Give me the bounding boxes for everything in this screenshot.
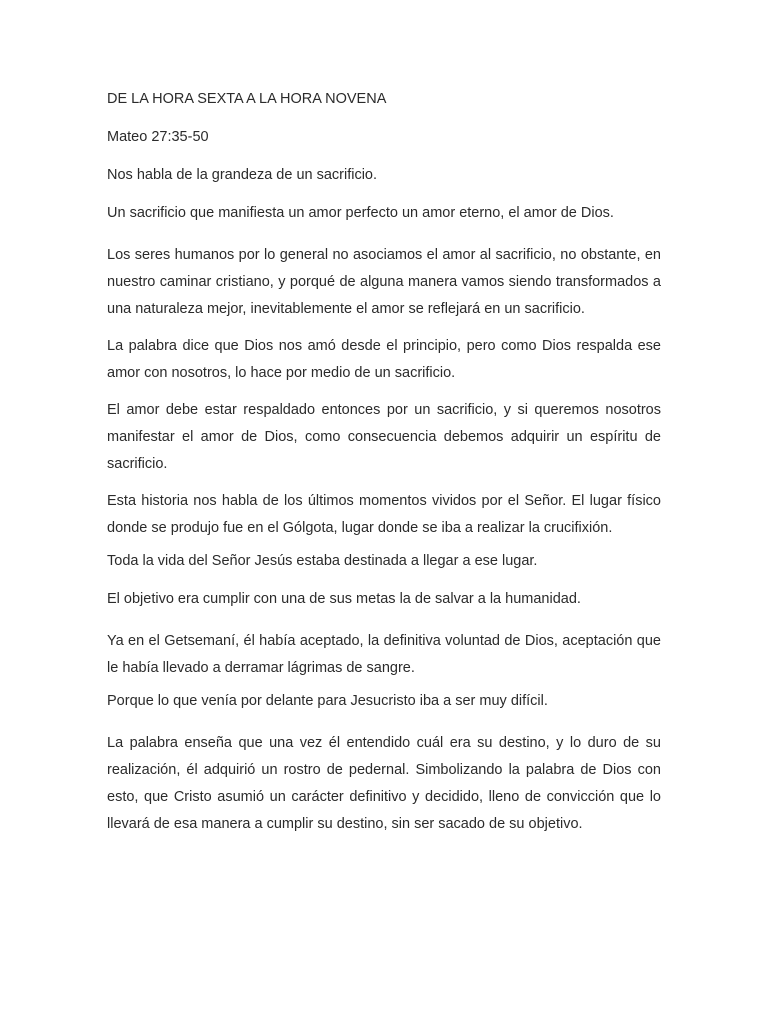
paragraph-9: Ya en el Getsemaní, él había aceptado, la definitiva voluntad de Dios, aceptación que le había llevado a derramar lágrimas de sangre. <box>107 633 661 676</box>
scripture-reference: Mateo 27:35-50 <box>107 129 209 145</box>
paragraph-2: Un sacrificio que manifiesta un amor perfecto un amor eterno, el amor de Dios. <box>107 205 614 221</box>
document-title: DE LA HORA SEXTA A LA HORA NOVENA <box>107 91 387 107</box>
paragraph-6: Esta historia nos habla de los últimos momentos vividos por el Señor. El lugar físico donde se produjo fue en el Gólgota, lugar donde se iba a realizar la crucifixión. <box>107 493 661 536</box>
paragraph-7: Toda la vida del Señor Jesús estaba destinada a llegar a ese lugar. <box>107 553 538 569</box>
paragraph-4: La palabra dice que Dios nos amó desde el principio, pero como Dios respalda ese amor con nosotros, lo hace por medio de un sacrificio. <box>107 338 661 381</box>
paragraph-10: Porque lo que venía por delante para Jesucristo iba a ser muy difícil. <box>107 693 548 709</box>
paragraph-8: El objetivo era cumplir con una de sus metas la de salvar a la humanidad. <box>107 591 581 607</box>
paragraph-5: El amor debe estar respaldado entonces por un sacrificio, y si queremos nosotros manifestar el amor de Dios, como consecuencia debemos adquirir un espíritu de sacrificio. <box>107 402 661 472</box>
document-body <box>107 90 661 848</box>
paragraph-1: Nos habla de la grandeza de un sacrificio. <box>107 167 378 183</box>
paragraph-11: La palabra enseña que una vez él entendido cuál era su destino, y lo duro de su realización, él adquirió un rostro de pedernal. Simbolizando la palabra de Dios con esto, que Cristo asumió un carácter definitivo y decidido, lleno de convicción que lo llevará de esa manera a cumplir su destino, sin ser sacado de su objetivo. <box>107 735 661 832</box>
paragraph-3: Los seres humanos por lo general no asociamos el amor al sacrificio, no obstante, en nuestro caminar cristiano, y porqué de alguna manera vamos siendo transformados a una naturaleza mejor, inevitablemente el amor se reflejará en un sacrificio. <box>107 247 661 317</box>
